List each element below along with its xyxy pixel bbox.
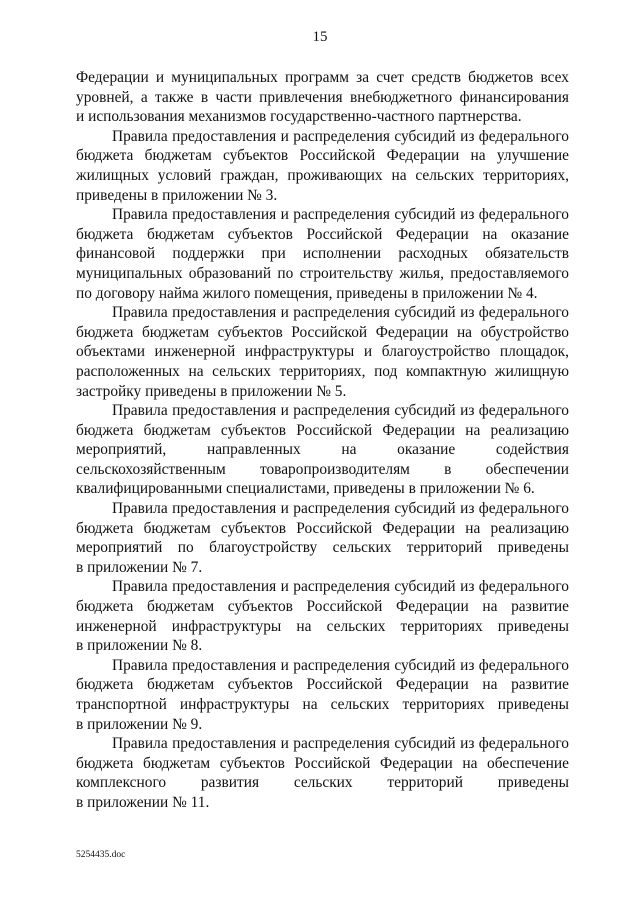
- paragraph: [76, 127, 569, 205]
- text-line: объектами инженерной инфраструктуры и благоустройство площадок,: [76, 343, 569, 361]
- text-line: жилищных условий граждан, проживающих на сельских территориях,: [76, 166, 569, 184]
- text-line: бюджета бюджетам субъектов Российской Федерации на реализацию: [76, 519, 569, 537]
- text-line: бюджета бюджетам субъектов Российской Федерации на обустройство: [76, 323, 569, 341]
- text-line: комплексного развития сельских территорий приведены: [76, 774, 569, 792]
- paragraph: [76, 303, 569, 401]
- text-line: муниципальных образований по строительству жилья, предоставляемого: [76, 264, 569, 282]
- paragraph: [76, 656, 569, 734]
- text-line: в приложении № 11.: [76, 793, 210, 811]
- text-line: Правила предоставления и распределения субсидий из федерального: [112, 735, 569, 753]
- text-line: по договору найма жилого помещения, приведены в приложении № 4.: [76, 284, 538, 302]
- text-line: мероприятий, направленных на оказание содействия: [76, 441, 569, 459]
- text-line: расположенных на сельских территориях, под компактную жилищную: [76, 362, 569, 380]
- text-line: и использования механизмов государственно-частного партнерства.: [76, 108, 522, 126]
- text-line: сельскохозяйственным товаропроизводителям в обеспечении: [76, 460, 569, 478]
- text-line: Правила предоставления и распределения субсидий из федерального: [112, 656, 569, 674]
- text-line: в приложении № 9.: [76, 715, 203, 733]
- text-line: бюджета бюджетам субъектов Российской Федерации на оказание: [76, 225, 569, 243]
- text-line: транспортной инфраструктуры на сельских территориях приведены: [76, 696, 569, 713]
- file-name-footer: 5254435.doc: [76, 850, 126, 860]
- text-line: Правила предоставления и распределения субсидий из федерального: [112, 206, 569, 224]
- paragraph: [76, 68, 569, 127]
- text-line: Правила предоставления и распределения субсидий из федерального: [112, 304, 569, 322]
- text-line: бюджета бюджетам субъектов Российской Федерации на реализацию: [76, 421, 569, 439]
- paragraph: [76, 577, 569, 655]
- text-line: в приложении № 7.: [76, 558, 203, 576]
- text-line: квалифицированными специалистами, приведены в приложении № 6.: [76, 480, 535, 498]
- text-line: инженерной инфраструктуры на сельских территориях приведены: [76, 617, 569, 635]
- page-number: 15: [312, 29, 328, 45]
- paragraph: [76, 401, 569, 499]
- text-line: Федерации и муниципальных программ за счет средств бюджетов всех: [76, 69, 569, 86]
- text-line: бюджета бюджетам субъектов Российской Федерации на развитие: [76, 598, 569, 616]
- paragraph: [76, 499, 569, 577]
- document-body: [76, 68, 569, 813]
- text-line: приведены в приложении № 3.: [76, 186, 278, 204]
- text-line: в приложении № 8.: [76, 637, 203, 655]
- text-line: Правила предоставления и распределения субсидий из федерального: [112, 402, 569, 420]
- paragraph: [76, 734, 569, 812]
- text-line: Правила предоставления и распределения субсидий из федерального: [112, 578, 569, 596]
- text-line: бюджета бюджетам субъектов Российской Федерации на развитие: [76, 676, 569, 694]
- text-line: застройку приведены в приложении № 5.: [76, 382, 347, 400]
- text-line: уровней, а также в части привлечения внебюджетного финансирования: [76, 88, 569, 106]
- text-line: Правила предоставления и распределения субсидий из федерального: [112, 127, 569, 145]
- text-line: бюджета бюджетам субъектов Российской Федерации на улучшение: [76, 147, 569, 165]
- text-line: бюджета бюджетам субъектов Российской Федерации на обеспечение: [76, 754, 569, 772]
- text-line: мероприятий по благоустройству сельских территорий приведены: [76, 539, 569, 557]
- paragraph: [76, 205, 569, 303]
- text-line: Правила предоставления и распределения субсидий из федерального: [112, 500, 569, 518]
- text-line: финансовой поддержки при исполнении расходных обязательств: [76, 245, 569, 263]
